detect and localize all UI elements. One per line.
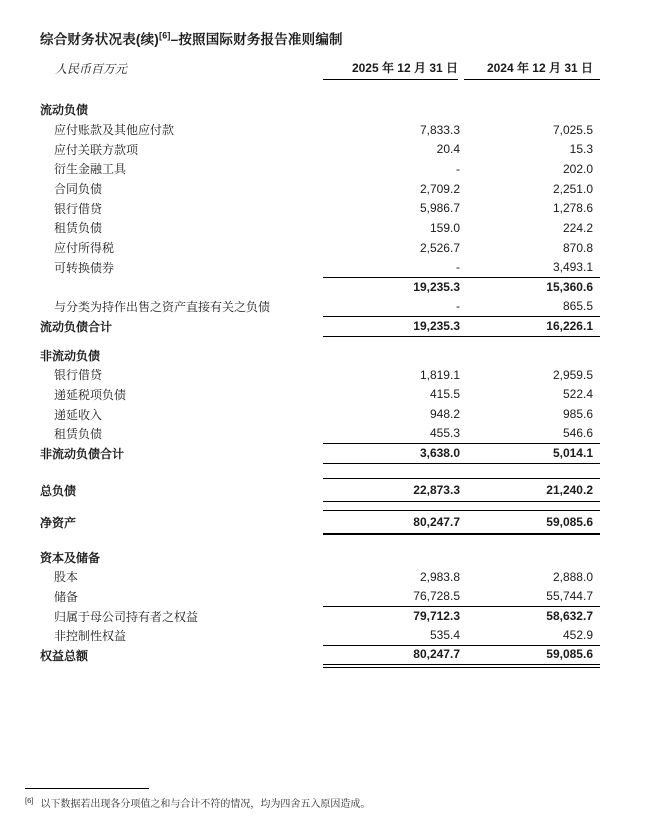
value-2024: 59,085.6 [546,646,593,661]
row-label: 租赁负债 [54,427,103,442]
row-derivative-financial-instruments [40,159,600,179]
value-2025: 80,247.7 [413,515,460,530]
value-2025: 20.4 [436,142,460,157]
row-label: 非流动负债 [40,348,101,363]
value-2025: - [456,259,460,274]
row-equity-attributable-to-owners [40,606,600,626]
row-label: 衍生金融工具 [54,162,127,177]
row-label: 总负债 [40,483,77,498]
footnote [25,788,625,810]
value-2025: 19,235.3 [413,280,460,295]
row-lease-liabilities-current [40,218,600,238]
footnote-text: 以下数据若出现各分项值之和与合计不符的情况，均为四舍五入原因造成。 [40,799,371,810]
value-2025: 3,638.0 [419,446,460,461]
row-label: 权益总额 [40,649,89,664]
row-total-liabilities [40,479,600,501]
value-2024: 452.9 [562,628,593,643]
page-title-footnote-ref: [6] [159,30,171,41]
col-header-2024: 2024 年 12 月 31 日 [464,59,600,80]
row-total-equity [40,646,600,666]
row-label: 股本 [54,570,79,585]
value-2024: 58,632.7 [546,609,593,624]
value-2025: 535.4 [429,628,460,643]
row-income-tax-payable [40,238,600,258]
row-current-liabilities-subtotal [40,277,600,297]
value-2025: 159.0 [429,220,460,235]
row-capital-and-reserves-header [40,547,600,567]
statement-page [40,28,600,666]
value-2025: 2,709.2 [419,181,460,196]
value-2024: 15.3 [569,142,593,157]
value-2024: 985.6 [562,407,593,422]
row-label: 非控制性权益 [54,629,127,644]
row-label: 流动负债合计 [40,319,113,334]
row-bank-borrowings-current [40,198,600,218]
row-non-current-liabilities-header [40,345,600,365]
row-liabilities-held-for-sale [40,297,600,317]
row-reserves [40,587,600,607]
row-label: 归属于母公司持有者之权益 [54,609,199,624]
footnote-text-line [25,795,625,810]
row-trade-and-other-payables [40,120,600,140]
row-label: 应付所得税 [54,241,115,256]
value-2024: 2,959.5 [552,367,593,382]
value-2024: 5,014.1 [552,446,593,461]
row-label: 合同负债 [54,182,103,197]
value-2025: 415.5 [429,387,460,402]
value-2024: 16,226.1 [546,318,593,333]
row-contract-liabilities [40,179,600,199]
value-2024: 2,888.0 [552,569,593,584]
value-2024: 1,278.6 [552,201,593,216]
value-2024: 2,251.0 [552,181,593,196]
footnote-rule [25,788,149,789]
value-2024: 55,744.7 [546,589,593,604]
col-header-2025: 2025 年 12 月 31 日 [323,59,458,80]
row-total-current-liabilities [40,317,600,337]
page-title [40,28,600,46]
value-2024: 870.8 [562,240,593,255]
value-2024: 865.5 [562,299,593,314]
value-2025: 5,986.7 [419,201,460,216]
value-2024: 3,493.1 [552,259,593,274]
value-2025: 79,712.3 [413,609,460,624]
page-title-main: 综合财务状况表(续) [40,32,159,47]
row-bank-borrowings-non-current [40,365,600,385]
row-label: 银行借贷 [54,201,103,216]
row-label: 银行借贷 [54,368,103,383]
value-2025: 1,819.1 [419,367,460,382]
row-label: 递延税项负债 [54,387,127,402]
row-label: 与分类为持作出售之资产直接有关之负债 [54,300,271,315]
value-2024: 21,240.2 [546,483,593,498]
row-label: 可转换债券 [54,260,115,275]
value-2024: 15,360.6 [546,280,593,295]
row-label: 递延收入 [54,407,103,422]
column-header-row [40,58,600,80]
value-2024: 202.0 [562,161,593,176]
row-due-to-related-parties [40,139,600,159]
value-2025: 2,983.8 [419,569,460,584]
row-share-capital [40,567,600,587]
value-2024: 59,085.6 [546,515,593,530]
value-2024: 546.6 [562,426,593,441]
row-label: 应付关联方款项 [54,142,139,157]
row-deferred-income [40,404,600,424]
value-2025: 76,728.5 [413,589,460,604]
value-2024: 224.2 [562,220,593,235]
row-total-non-current-liabilities [40,444,600,464]
row-convertible-bonds [40,258,600,278]
value-2025: 80,247.7 [413,646,460,661]
row-lease-liabilities-non-current [40,424,600,444]
unit-label: 人民币百万元 [55,62,128,76]
value-2025: 22,873.3 [413,483,460,498]
value-2025: 2,526.7 [419,240,460,255]
row-label: 资本及储备 [40,550,101,565]
value-2024: 7,025.5 [552,122,593,137]
row-deferred-tax-liabilities [40,385,600,405]
page-title-suffix: –按照国际财务报告准则编制 [170,32,343,47]
row-net-assets [40,512,600,534]
footnote-marker: [6] [25,795,34,805]
value-2025: 19,235.3 [413,318,460,333]
value-2025: - [456,299,460,314]
row-label: 流动负债 [40,103,89,118]
row-label: 租赁负债 [54,221,103,236]
value-2024: 522.4 [562,387,593,402]
row-label: 储备 [54,590,79,605]
value-2025: 7,833.3 [419,122,460,137]
row-label: 应付账款及其他应付款 [54,123,175,138]
value-2025: - [456,161,460,176]
row-current-liabilities-header [40,100,600,120]
row-label: 非流动负债合计 [40,447,125,462]
value-2025: 948.2 [429,407,460,422]
row-label: 净资产 [40,516,77,531]
value-2025: 455.3 [429,426,460,441]
